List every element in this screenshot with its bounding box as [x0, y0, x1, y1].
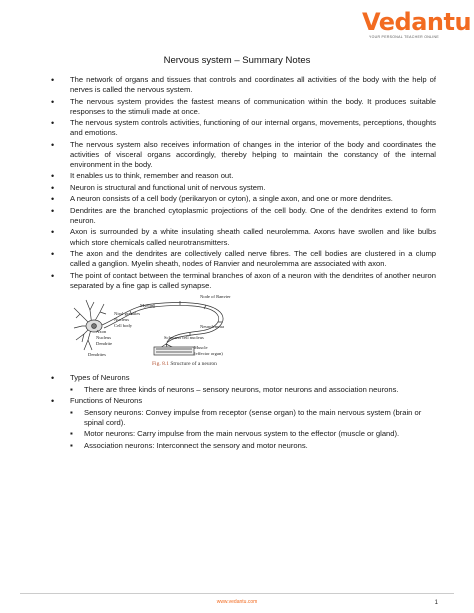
list-item: • It enables us to think, remember and reason out.	[50, 171, 436, 181]
logo-tagline: YOUR PERSONAL TEACHER ONLINE	[368, 35, 440, 39]
label-dendrites: Dendrites	[88, 352, 106, 358]
list-item: • Axon is surrounded by a white insulating sheath called neurolemma. Axons have swollen and like bulbs which store chemicals called neurotransmitters.	[50, 227, 436, 247]
label-nucleus: Nucleus	[96, 335, 112, 341]
page-title: Nervous system – Summary Notes	[163, 55, 311, 66]
list-item: • The nervous system also receives information of changes in the interior of the body and coordinates the activities of visceral organs accordingly, thereby helping to maintain the constancy of the internal environment in the body.	[50, 140, 436, 170]
functions-heading: • Functions of Neurons	[50, 396, 436, 406]
footer-divider	[20, 593, 454, 594]
label-cell-body: Cell body	[114, 323, 132, 329]
label-nissl-granules: Nissl granules	[114, 311, 141, 317]
list-item: • A neuron consists of a cell body (perikaryon or cyton), a single axon, and one or more dendrites.	[50, 194, 436, 204]
label-schwann: Schwann cell nucleus	[164, 335, 204, 341]
functions-item-sensory: ▪ Sensory neurons: Convey impulse from receptor (sense organ) to the main nervous system (brain or spinal cord).	[50, 408, 436, 428]
figure-caption	[152, 359, 217, 369]
page-number: 1	[434, 600, 438, 606]
logo-text: Vedantu	[362, 8, 472, 36]
label-effector: (effector organ)	[194, 351, 223, 357]
types-item: ▪ There are three kinds of neurons – sensory neurons, motor neurons and association neurons.	[50, 385, 436, 395]
neuron-types-list	[50, 373, 436, 383]
notes-content	[50, 75, 436, 452]
list-item: • The axon and the dendrites are collectively called nerve fibres. The cell bodies are clustered in a clump called a ganglion. Myelin sheath, nodes of Ranvier and neurolemma are associated with axon.	[50, 249, 436, 269]
functions-item-association: ▪ Association neurons: Interconnect the sensory and motor neurons.	[50, 441, 436, 451]
list-item: • The point of contact between the terminal branches of axon of a neuron with the dendrites of another neuron separated by a fine gap is called synapse.	[50, 271, 436, 291]
summary-list	[50, 75, 436, 291]
label-node-ranvier: Node of Ranvier	[200, 294, 231, 300]
list-item: • The nervous system provides the fastest means of communication within the body. It produces suitable responses to the stimuli made at once.	[50, 97, 436, 117]
vedantu-logo	[362, 8, 472, 39]
figure-number: Fig. 8.1	[152, 361, 169, 368]
list-item: • Neuron is structural and functional unit of nervous system.	[50, 183, 436, 193]
neuron-functions-list	[50, 396, 436, 406]
label-neurolemma: Neurolemma	[200, 324, 224, 330]
figure-caption-text: Structure of a neuron	[170, 361, 217, 368]
label-axon: Axon	[96, 329, 107, 335]
label-nucleus-body: Nucleus	[114, 317, 130, 323]
label-muscle: Muscle	[194, 345, 208, 351]
types-heading: • Types of Neurons	[50, 373, 436, 383]
label-dendrite: Dendrite	[96, 341, 113, 347]
list-item: • The network of organs and tissues that controls and coordinates all activities of the body with the help of nerves is called the nervous system.	[50, 75, 436, 95]
functions-item-motor: ▪ Motor neurons: Carry impulse from the main nervous system to the effector (muscle or gland).	[50, 429, 436, 439]
footer-link[interactable]: www.vedantu.com	[216, 599, 258, 605]
label-myelin: Myelin	[140, 303, 154, 309]
list-item: • Dendrites are the branched cytoplasmic projections of the cell body. One of the dendrites extend to form neuron.	[50, 206, 436, 226]
list-item: • The nervous system controls activities, functioning of our internal organs, movements, perceptions, thoughts and emotions.	[50, 118, 436, 138]
neuron-figure	[50, 292, 436, 370]
